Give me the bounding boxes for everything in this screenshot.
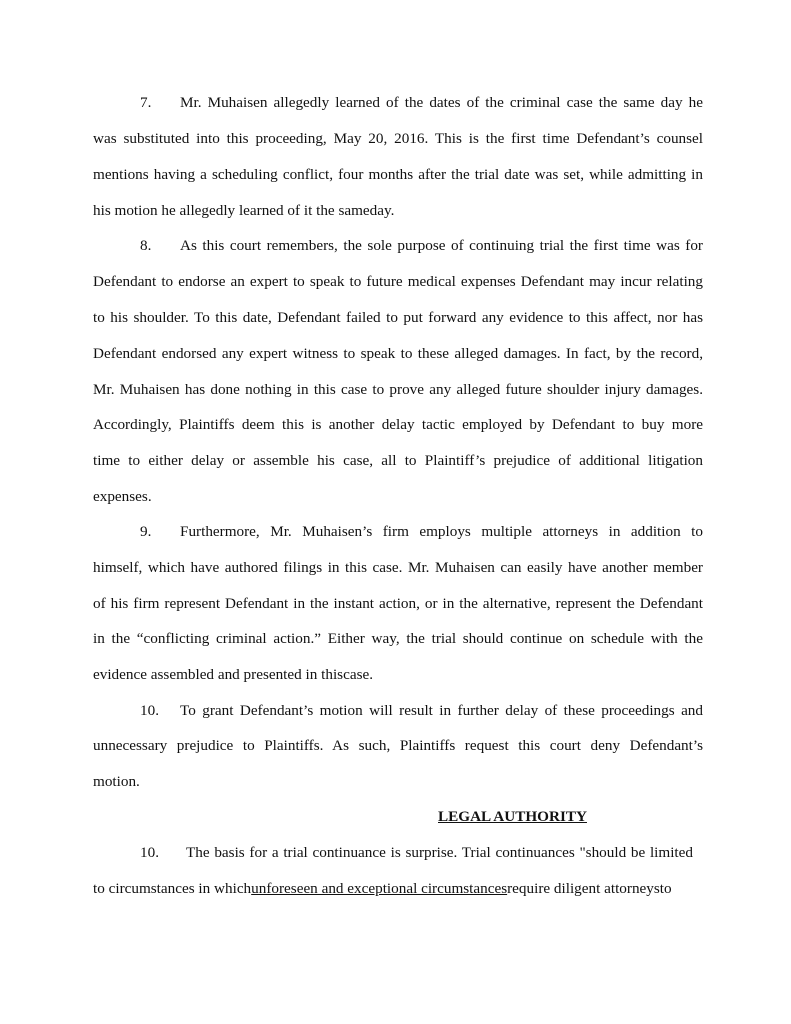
paragraph-9-line: in the “conflicting criminal action.” Either way, the trial should continue on schedule with the xyxy=(93,630,703,647)
paragraph-8-line: to his shoulder. To this date, Defendant failed to put forward any evidence to this affect, nor has xyxy=(93,309,703,326)
paragraph-8-line: time to either delay or assemble his case, all to Plaintiff’s prejudice of additional litigation xyxy=(93,452,703,469)
paragraph-10-line: motion. xyxy=(93,773,140,790)
paragraph-7-line: Mr. Muhaisen allegedly learned of the dates of the criminal case the same day he xyxy=(180,94,703,111)
legal-paragraph-number: 10. xyxy=(140,844,159,861)
paragraph-9-line: of his firm represent Defendant in the instant action, or in the alternative, represent the Defendant xyxy=(93,595,703,612)
legal-paragraph-line xyxy=(93,880,703,898)
paragraph-7-line: mentions having a scheduling conflict, four months after the trial date was set, while admitting in xyxy=(93,166,703,183)
paragraph-7-line: was substituted into this proceeding, May 20, 2016. This is the first time Defendant’s counsel xyxy=(93,130,703,147)
legal-paragraph-line: The basis for a trial continuance is surprise. Trial continuances "should be limited xyxy=(186,844,693,861)
paragraph-9-line: Furthermore, Mr. Muhaisen’s firm employs multiple attorneys in addition to xyxy=(180,523,703,540)
paragraph-8-number: 8. xyxy=(140,237,152,254)
legal-paragraph-text: require diligent attorneysto xyxy=(507,880,672,897)
paragraph-8-line: Defendant to endorse an expert to speak to future medical expenses Defendant may incur relating xyxy=(93,273,703,290)
underlined-phrase: unforeseen and exceptional circumstances xyxy=(251,880,508,897)
paragraph-9-number: 9. xyxy=(140,523,152,540)
paragraph-8-line: Defendant endorsed any expert witness to speak to these alleged damages. In fact, by the record, xyxy=(93,345,703,362)
paragraph-10-number: 10. xyxy=(140,702,159,719)
paragraph-9-line: himself, which have authored filings in this case. Mr. Muhaisen can easily have another member xyxy=(93,559,703,576)
section-heading-legal-authority: LEGAL AUTHORITY xyxy=(438,808,587,825)
paragraph-8-line: expenses. xyxy=(93,488,152,505)
paragraph-10-line: To grant Defendant’s motion will result in further delay of these proceedings and xyxy=(180,702,703,719)
paragraph-10-line: unnecessary prejudice to Plaintiffs. As such, Plaintiffs request this court deny Defendant’s xyxy=(93,737,703,754)
paragraph-8-line: Mr. Muhaisen has done nothing in this case to prove any alleged future shoulder injury damages. xyxy=(93,381,703,398)
legal-paragraph-text: to circumstances in which xyxy=(93,880,252,897)
paragraph-7-number: 7. xyxy=(140,94,152,111)
paragraph-8-line: Accordingly, Plaintiffs deem this is another delay tactic employed by Defendant to buy more xyxy=(93,416,703,433)
paragraph-8-line: As this court remembers, the sole purpose of continuing trial the first time was for xyxy=(180,237,703,254)
paragraph-9-line: evidence assembled and presented in thiscase. xyxy=(93,666,374,683)
paragraph-7-line: his motion he allegedly learned of it the sameday. xyxy=(93,202,395,219)
